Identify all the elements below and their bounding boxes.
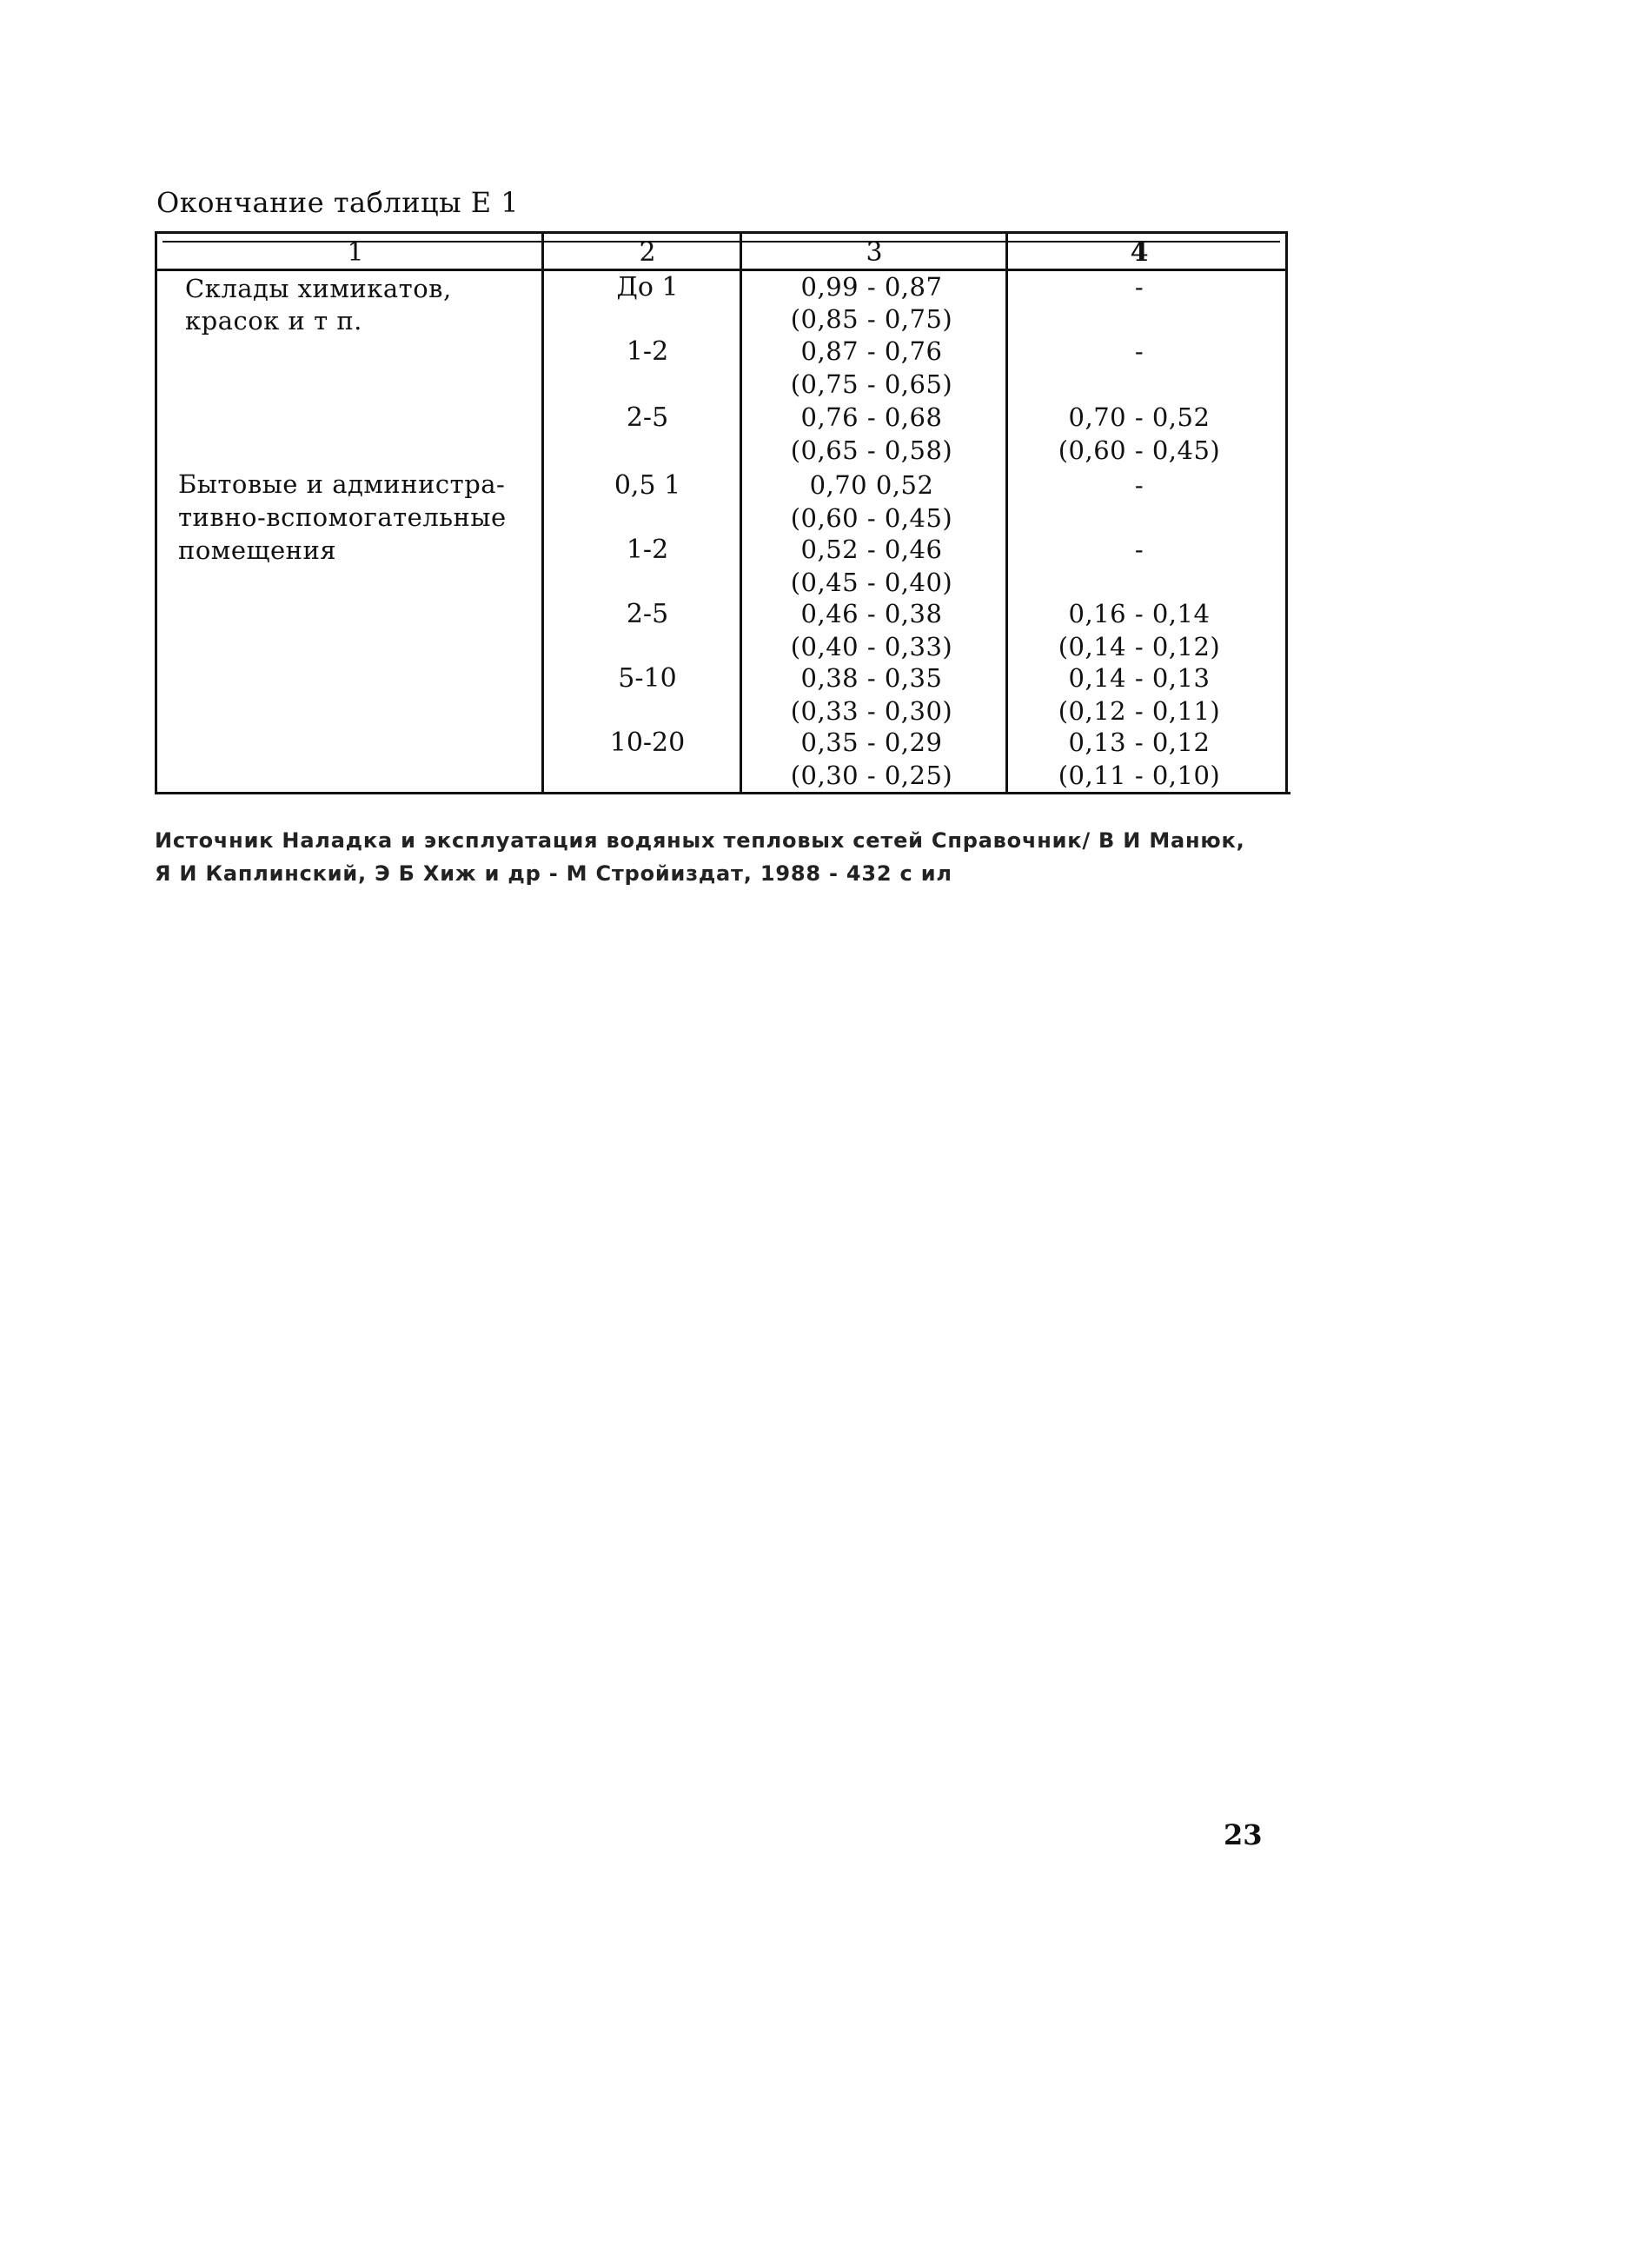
cell-col3: 0,70 0,52 — [809, 470, 934, 500]
cell-col4-alt: (0,12 - 0,11) — [1058, 696, 1221, 726]
cell-col2: 5-10 — [618, 663, 677, 694]
table-bottom-rule — [157, 792, 1290, 794]
cell-col3-alt: (0,40 - 0,33) — [790, 632, 953, 661]
cell-col4: - — [1134, 336, 1144, 366]
cell-col2: До 1 — [616, 272, 679, 302]
cell-col2: 0,5 1 — [614, 470, 681, 501]
cell-col3: 0,52 - 0,46 — [800, 535, 943, 564]
cell-col3: 0,38 - 0,35 — [800, 663, 943, 693]
group-name-line: Бытовые и администра- — [178, 469, 506, 499]
cell-col4: - — [1134, 272, 1144, 302]
table-caption: Окончание таблицы Е 1 — [156, 186, 520, 219]
group-name-line: Склады химикатов, — [185, 274, 452, 303]
cell-col3-alt: (0,65 - 0,58) — [790, 435, 953, 465]
cell-col2: 1-2 — [626, 535, 669, 565]
data-table — [155, 231, 1288, 794]
cell-col3-alt: (0,85 - 0,75) — [790, 304, 953, 334]
group-name-line: красок и т п. — [185, 306, 362, 336]
group-name-line: тивно-вспомогательные — [178, 502, 507, 532]
header-col-2: 2 — [639, 237, 656, 268]
cell-col2: 2-5 — [626, 599, 669, 629]
cell-col3-alt: (0,75 - 0,65) — [790, 369, 953, 399]
page-number: 23 — [1224, 1818, 1263, 1851]
cell-col4: 0,70 - 0,52 — [1068, 402, 1211, 432]
header-col-1: 1 — [347, 237, 364, 268]
cell-col3-alt: (0,30 - 0,25) — [790, 761, 953, 790]
cell-col4-alt: (0,60 - 0,45) — [1058, 435, 1221, 465]
header-col-3: 3 — [866, 237, 883, 268]
cell-col4: - — [1134, 470, 1144, 500]
cell-col3-alt: (0,33 - 0,30) — [790, 696, 953, 726]
column-divider-1 — [541, 234, 544, 794]
header-bottom-rule — [157, 269, 1285, 271]
cell-col4: - — [1134, 535, 1144, 564]
cell-col4: 0,16 - 0,14 — [1068, 599, 1211, 628]
cell-col2: 2-5 — [626, 402, 669, 433]
source-line: Источник Наладка и эксплуатация водяных тепловых сетей Справочник/ В И Манюк, — [155, 828, 1245, 853]
cell-col3: 0,35 - 0,29 — [800, 728, 943, 757]
cell-col3-alt: (0,60 - 0,45) — [790, 503, 953, 533]
column-divider-2 — [740, 234, 742, 794]
source-note — [155, 824, 1290, 890]
cell-col2: 1-2 — [626, 336, 669, 367]
column-divider-3 — [1005, 234, 1008, 794]
cell-col3: 0,87 - 0,76 — [800, 336, 943, 366]
header-col-4: 4 — [1130, 237, 1149, 268]
cell-col4: 0,14 - 0,13 — [1068, 663, 1211, 693]
cell-col2: 10-20 — [609, 728, 686, 758]
cell-col3: 0,76 - 0,68 — [800, 402, 943, 432]
cell-col4-alt: (0,14 - 0,12) — [1058, 632, 1221, 661]
cell-col4-alt: (0,11 - 0,10) — [1058, 761, 1221, 790]
group-name-line: помещения — [178, 535, 337, 565]
cell-col4: 0,13 - 0,12 — [1068, 728, 1211, 757]
cell-col3: 0,99 - 0,87 — [800, 272, 943, 302]
source-line: Я И Каплинский, Э Б Хиж и др - М Стройиздат, 1988 - 432 с ил — [155, 861, 952, 886]
cell-col3-alt: (0,45 - 0,40) — [790, 568, 953, 597]
cell-col3: 0,46 - 0,38 — [800, 599, 943, 628]
